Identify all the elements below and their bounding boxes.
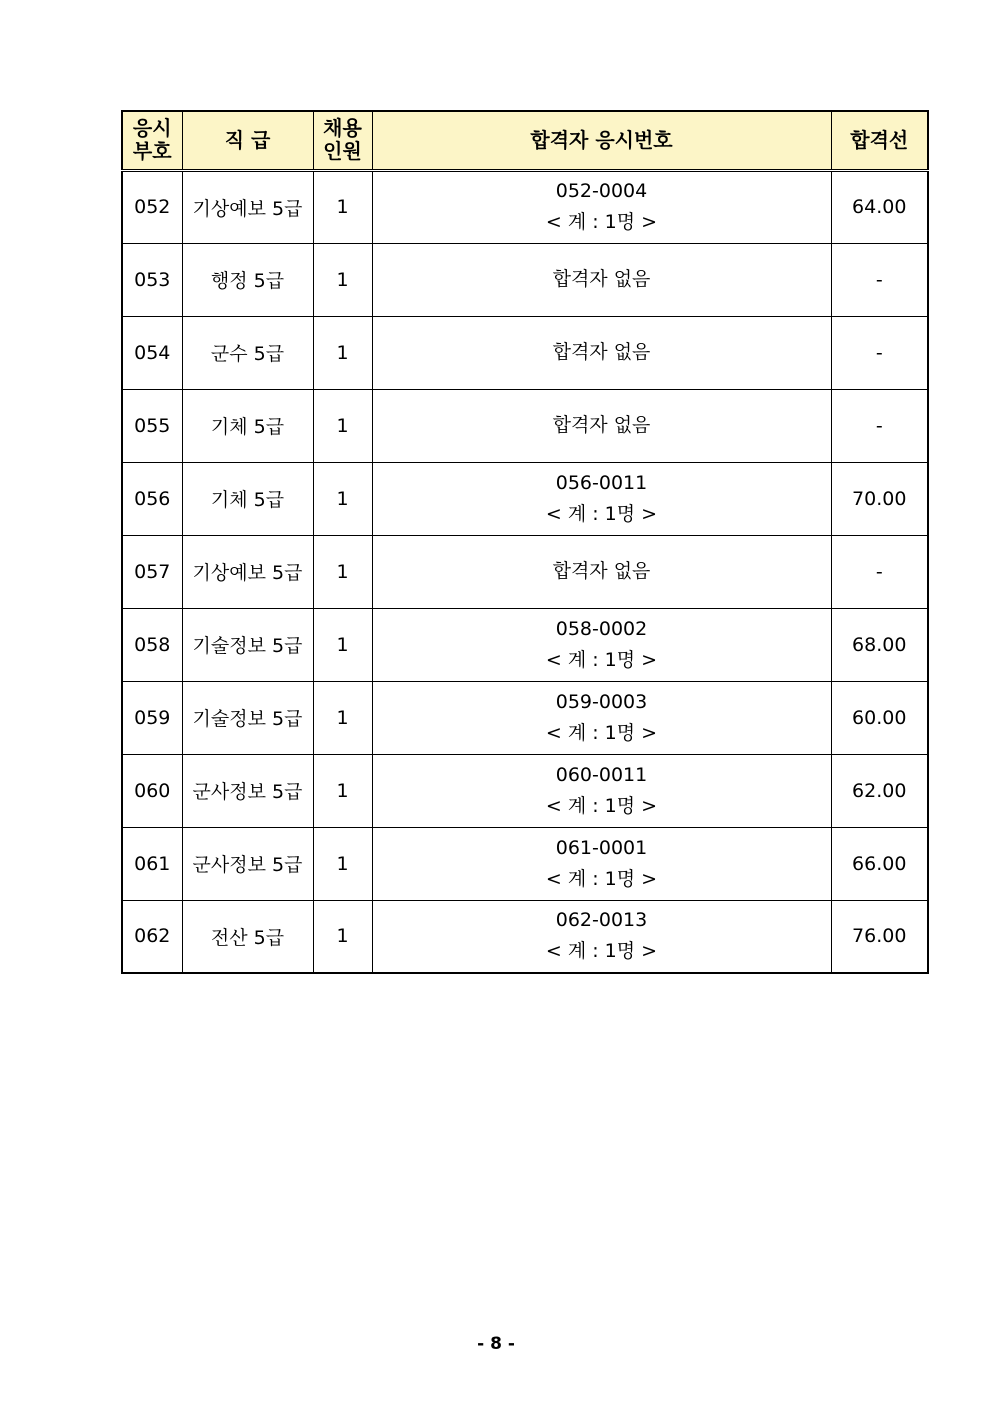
grade-cell: 전산 5급	[182, 900, 313, 973]
passer-total: < 계 : 1명 >	[545, 502, 658, 525]
table-row	[122, 243, 928, 316]
quota-cell: 1	[313, 900, 372, 973]
results-body	[122, 170, 928, 973]
quota-cell: 1	[313, 462, 372, 535]
exam-code-cell: 053	[122, 243, 182, 316]
quota-cell: 1	[313, 681, 372, 754]
cutoff-cell: -	[831, 316, 928, 389]
passers-cell	[372, 170, 831, 243]
passer-number: 056-0011	[555, 471, 648, 494]
table-row	[122, 535, 928, 608]
quota-cell: 1	[313, 608, 372, 681]
header-exam-no: 응시 부호	[122, 111, 182, 170]
passer-number: 062-0013	[555, 909, 648, 932]
grade-cell: 기상예보 5급	[182, 535, 313, 608]
cutoff-cell: 64.00	[831, 170, 928, 243]
quota-cell: 1	[313, 243, 372, 316]
passer-number: 합격자 없음	[552, 341, 651, 363]
passers-cell	[372, 900, 831, 973]
passer-number: 합격자 없음	[552, 268, 651, 290]
passer-number: 합격자 없음	[552, 560, 651, 582]
cutoff-cell: 76.00	[831, 900, 928, 973]
quota-cell: 1	[313, 535, 372, 608]
grade-cell: 기상예보 5급	[182, 170, 313, 243]
passer-total: < 계 : 1명 >	[545, 648, 658, 671]
table-row	[122, 389, 928, 462]
header-passers: 합격자 응시번호	[372, 111, 831, 170]
passer-total: < 계 : 1명 >	[545, 867, 658, 890]
results-table	[121, 110, 929, 974]
header-grade: 직 급	[182, 111, 313, 170]
passer-number: 합격자 없음	[552, 414, 651, 436]
table-row	[122, 170, 928, 243]
quota-cell: 1	[313, 827, 372, 900]
grade-cell: 기체 5급	[182, 462, 313, 535]
exam-code-cell: 055	[122, 389, 182, 462]
quota-cell: 1	[313, 316, 372, 389]
grade-cell: 군사정보 5급	[182, 827, 313, 900]
passers-cell	[372, 608, 831, 681]
exam-code-cell: 054	[122, 316, 182, 389]
passer-number: 058-0002	[555, 617, 648, 640]
exam-code-cell: 061	[122, 827, 182, 900]
table-row	[122, 316, 928, 389]
passer-total: < 계 : 1명 >	[545, 211, 658, 233]
passers-cell	[372, 389, 831, 462]
cutoff-cell: 60.00	[831, 681, 928, 754]
grade-cell: 군사정보 5급	[182, 754, 313, 827]
table-row	[122, 462, 928, 535]
quota-cell: 1	[313, 389, 372, 462]
header-row	[122, 111, 928, 170]
cutoff-cell: -	[831, 389, 928, 462]
exam-code-cell: 059	[122, 681, 182, 754]
passer-number: 061-0001	[555, 836, 648, 859]
passer-number: 060-0011	[555, 763, 648, 786]
exam-code-cell: 060	[122, 754, 182, 827]
passer-total: < 계 : 1명 >	[545, 721, 658, 744]
passers-cell	[372, 681, 831, 754]
quota-cell: 1	[313, 754, 372, 827]
cutoff-cell: 62.00	[831, 754, 928, 827]
cutoff-cell: 68.00	[831, 608, 928, 681]
grade-cell: 기술정보 5급	[182, 681, 313, 754]
passers-cell	[372, 316, 831, 389]
passer-number: 052-0004	[555, 180, 648, 202]
exam-code-cell: 062	[122, 900, 182, 973]
exam-code-cell: 052	[122, 170, 182, 243]
cutoff-cell: -	[831, 535, 928, 608]
grade-cell: 기술정보 5급	[182, 608, 313, 681]
passers-cell	[372, 462, 831, 535]
passer-total: < 계 : 1명 >	[545, 794, 658, 817]
grade-cell: 군수 5급	[182, 316, 313, 389]
passer-number: 059-0003	[555, 690, 648, 713]
table-row	[122, 900, 928, 973]
passers-cell	[372, 243, 831, 316]
passers-cell	[372, 535, 831, 608]
quota-cell: 1	[313, 170, 372, 243]
passers-cell	[372, 754, 831, 827]
cutoff-cell: 66.00	[831, 827, 928, 900]
exam-code-cell: 056	[122, 462, 182, 535]
grade-cell: 기체 5급	[182, 389, 313, 462]
cutoff-cell: -	[831, 243, 928, 316]
exam-code-cell: 057	[122, 535, 182, 608]
exam-code-cell: 058	[122, 608, 182, 681]
table-row	[122, 827, 928, 900]
passer-total: < 계 : 1명 >	[545, 940, 658, 963]
table-row	[122, 608, 928, 681]
passers-cell	[372, 827, 831, 900]
cutoff-cell: 70.00	[831, 462, 928, 535]
table-row	[122, 681, 928, 754]
header-cutoff: 합격선	[831, 111, 928, 170]
table-row	[122, 754, 928, 827]
page-number: - 8 -	[477, 1334, 515, 1354]
header-quota: 채용 인원	[313, 111, 372, 170]
grade-cell: 행정 5급	[182, 243, 313, 316]
